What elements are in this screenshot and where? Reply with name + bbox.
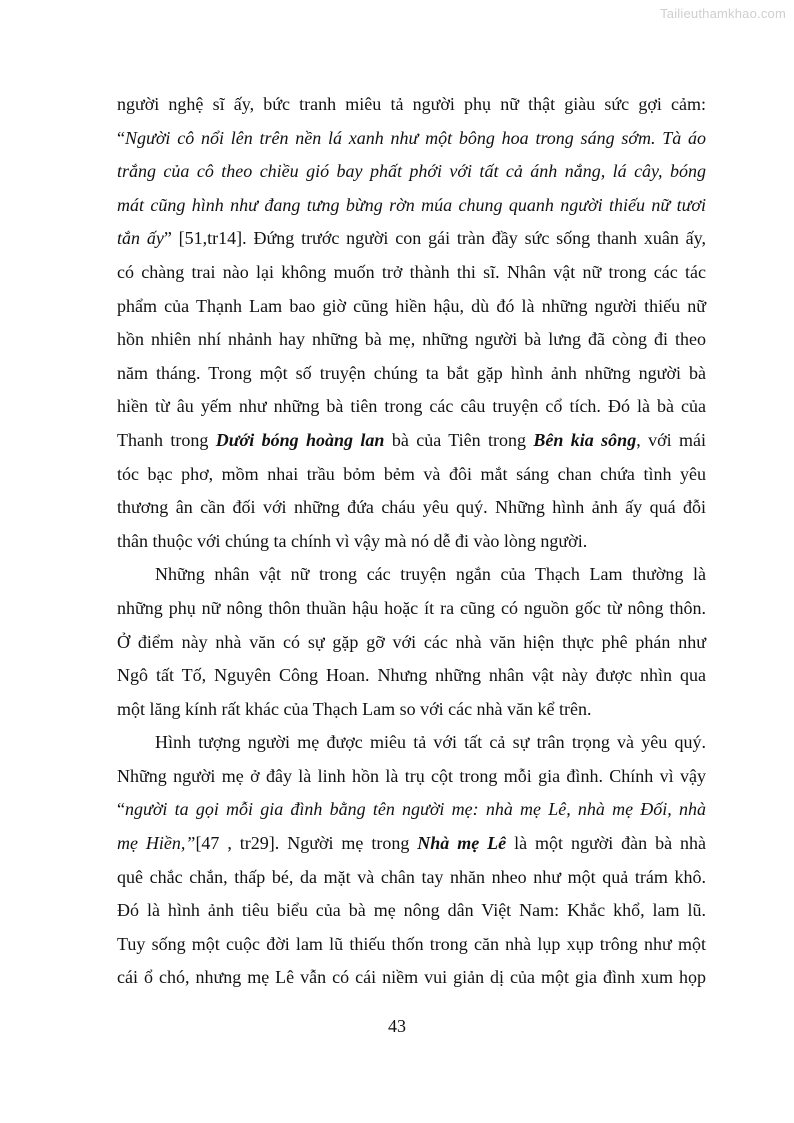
body-text — [117, 88, 706, 995]
text-line: những phụ nữ nông thôn thuần hậu hoặc ít ra cũng có nguồn gốc từ nông thôn. — [117, 597, 706, 618]
text-line: phẩm của Thạnh Lam bao giờ cũng hiền hậu, dù đó là những người thiếu nữ — [117, 295, 706, 316]
text-line: thân thuộc với chúng ta chính vì vậy mà nó dễ đi vào lòng người. — [117, 530, 588, 551]
text-line: Hình tượng người mẹ được miêu tả với tất cả sự trân trọng và yêu quý. — [155, 732, 706, 753]
text-line: Tuy sống một cuộc đời lam lũ thiếu thốn trong căn nhà lụp xụp trông như một — [117, 933, 706, 954]
text-line: thương ân cần đối với những đứa cháu yêu quý. Những hình ảnh ấy quá đỗi — [117, 497, 706, 518]
page-number: 43 — [388, 1016, 406, 1036]
text-line: một lăng kính rất khác của Thạch Lam so với các nhà văn kể trên. — [117, 698, 592, 719]
text-line: Những nhân vật nữ trong các truyện ngắn của Thạch Lam thường là — [155, 564, 706, 585]
work-title: Dưới bóng hoàng lan — [215, 429, 385, 450]
text-line — [117, 189, 706, 223]
text-line: có chàng trai nào lại không muốn trở thành thi sĩ. Nhân vật nữ trong các tác — [117, 261, 706, 282]
quotation: người ta gọi mỗi gia đình bằng tên người mẹ: nhà mẹ Lê, nhà mẹ Đối, nhà — [125, 799, 706, 820]
text-line: Những người mẹ ở đây là linh hồn là trụ cột trong mỗi gia đình. Chính vì vậy — [117, 765, 706, 786]
quotation: Người cô nổi lên trên nền lá xanh như một bông hoa trong sáng sớm. Tà áo — [125, 127, 706, 148]
text-line: Ngô tất Tố, Nguyên Công Hoan. Nhưng những nhân vật này được nhìn qua — [117, 665, 706, 686]
text-line: cái ổ chó, nhưng mẹ Lê vẫn có cái niềm vui giản dị của một gia đình xum họp — [117, 967, 706, 988]
text-line: Ở điểm này nhà văn có sự gặp gỡ với các nhà văn hiện thực phê phán như — [117, 631, 706, 652]
text-line: hồn nhiên nhí nhảnh hay những bà mẹ, những người bà lưng đã còng đi theo — [117, 329, 706, 350]
text-line: Thanh trong Dưới bóng hoàng lan bà của Tiên trong Bên kia sông, với mái — [117, 429, 706, 450]
text-line: tóc bạc phơ, mồm nhai trầu bỏm bẻm và đôi mắt sáng chan chứa tình yêu — [117, 463, 706, 484]
text-line: người nghệ sĩ ấy, bức tranh miêu tả người phụ nữ thật giàu sức gợi cảm: — [117, 94, 706, 114]
text-line: hiền từ âu yếm như những bà tiên trong các câu truyện cổ tích. Đó là bà của — [117, 396, 706, 417]
text-line: Đó là hình ảnh tiêu biểu của bà mẹ nông dân Việt Nam: Khắc khổ, lam lũ. — [117, 900, 706, 921]
quotation: tắn ấy — [117, 228, 164, 249]
text-line — [117, 155, 706, 189]
text-line: tắn ấy” [51,tr14]. Đứng trước người con gái tràn đầy sức sống thanh xuân ấy, — [117, 228, 706, 249]
text-line: “Người cô nổi lên trên nền lá xanh như một bông hoa trong sáng sớm. Tà áo — [117, 127, 706, 148]
text-line: quê chắc chắn, thấp bé, da mặt và chân tay nhăn nheo như một quả trám khô. — [117, 866, 706, 887]
work-title: Nhà mẹ Lê — [417, 833, 507, 854]
quotation: mẹ Hiền,” — [117, 833, 196, 854]
text-line: “người ta gọi mỗi gia đình bằng tên người mẹ: nhà mẹ Lê, nhà mẹ Đối, nhà — [117, 799, 706, 820]
watermark: Tailieuthamkhao.com — [660, 6, 786, 21]
work-title: Bên kia sông — [533, 429, 637, 450]
text-line: mẹ Hiền,”[47 , tr29]. Người mẹ trong Nhà mẹ Lê là một người đàn bà nhà — [117, 833, 706, 854]
quotation: trắng của cô theo chiều gió bay phất phới với tất cả ánh nắng, lá cây, bóng — [117, 161, 706, 182]
text-line: năm tháng. Trong một số truyện chúng ta bắt gặp hình ảnh những người bà — [117, 362, 706, 383]
quotation: mát cũng hình như đang tưng bừng rờn múa chung quanh người thiếu nữ tươi — [117, 194, 706, 215]
